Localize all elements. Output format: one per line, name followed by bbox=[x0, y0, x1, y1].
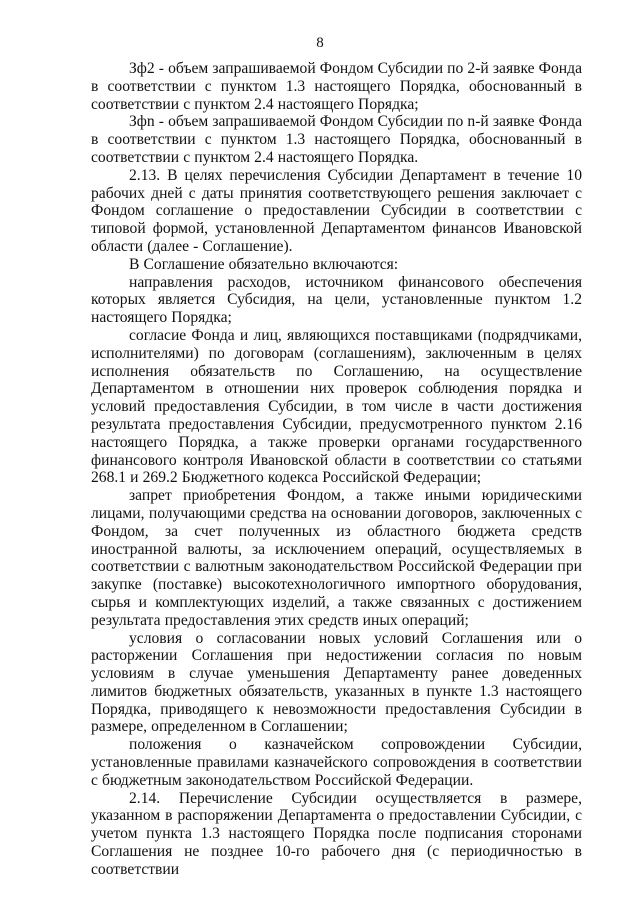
paragraph-new-conditions: условия о согласовании новых условий Соглашения или о расторжении Соглашения при недостижении согласия по новым условиям в случае уменьшения Департаменту ранее доведенных лимитов бюджетных обязательств, указанных в пункте 1.3 настоящего Порядка, приводящего к невозможности предоставления Субсидии в размере, определенном в Соглашении; bbox=[91, 629, 582, 736]
document-body bbox=[91, 60, 582, 879]
paragraph-agreement-includes: В Соглашение обязательно включаются: bbox=[129, 255, 399, 273]
paragraph-zfn-definition: Зфn - объем запрашиваемой Фондом Субсидии по n-й заявке Фонда в соответствии с пунктом 1.3 настоящего Порядка, обоснованный в соответствии с пунктом 2.4 настоящего Порядка. bbox=[91, 113, 582, 166]
paragraph-consent-inspections: согласие Фонда и лиц, являющихся поставщиками (подрядчиками, исполнителями) по договорам (соглашениям), заключенным в целях исполнения обязательств по Соглашению, на осуществление Департаментом в отношении них проверок соблюдения порядка и условий предоставления Субсидии, в том числе в части достижения результата предоставления Субсидии, предусмотренного пунктом 2.16 настоящего Порядка, а также проверки органами государственного финансового контроля Ивановской области в соответствии со статьями 268.1 и 269.2 Бюджетного кодекса Российской Федерации; bbox=[91, 326, 582, 487]
paragraph-currency-prohibition: запрет приобретения Фондом, а также иными юридическими лицами, получающими средства на основании договоров, заключенных с Фондом, за счет полученных из областного бюджета средств иностранной валюты, за исключением операций, осуществляемых в соответствии с валютным законодательством Российской Федерации при закупке (поставке) высокотехнологичного импортного оборудования, сырья и комплектующих изделий, а также связанных с достижением результата предоставления этих средств иных операций; bbox=[91, 487, 582, 629]
paragraph-expense-directions: направления расходов, источником финансового обеспечения которых является Субсидия, на цели, установленные пунктом 1.2 настоящего Порядка; bbox=[91, 273, 582, 327]
paragraph-2-14: 2.14. Перечисление Субсидии осуществляется в размере, указанном в распоряжении Департамента о предоставлении Субсидии, с учетом пункта 1.3 настоящего Порядка после подписания сторонами Соглашения не позднее 10-го рабочего дня (с периодичностью в соответствии bbox=[91, 789, 582, 878]
paragraph-treasury-support: положения о казначейском сопровождении Субсидии, установленные правилами казначейского сопровождения в соответствии с бюджетным законодательством Российской Федерации. bbox=[91, 736, 582, 789]
paragraph-2-13: 2.13. В целях перечисления Субсидии Департамент в течение 10 рабочих дней с даты принятия соответствующего решения заключает с Фондом соглашение о предоставлении Субсидии в соответствии с типовой формой, установленной Департаментом финансов Ивановской области (далее - Соглашение). bbox=[91, 166, 582, 255]
paragraph-zf2-definition: Зф2 - объем запрашиваемой Фондом Субсидии по 2-й заявке Фонда в соответствии с пунктом 1.3 настоящего Порядка, обоснованный в соответствии с пунктом 2.4 настоящего Порядка; bbox=[91, 60, 582, 113]
page-number: 8 bbox=[316, 35, 324, 51]
